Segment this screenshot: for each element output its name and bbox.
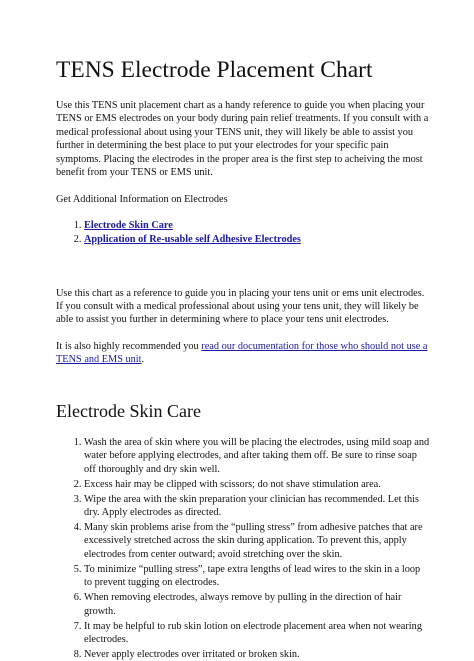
- list-item: 3. Wipe the area with the skin preparation your clinician has recommended. Let this dry. Apply electrodes as directed.: [84, 493, 430, 520]
- list-item: 2. Excess hair may be clipped with scissors; do not shave stimulation area.: [84, 478, 430, 491]
- section-heading-skin-care: Electrode Skin Care: [56, 400, 201, 421]
- list-item: 1. Wash the area of skin where you will be placing the electrodes, using mild soap and water before applying electrodes, and after taking them off. Be sure to rinse soap off thoroughly and dry skin well.: [84, 436, 430, 476]
- chart-reference-paragraph: Use this chart as a reference to guide you in placing your tens unit or ems unit electrodes. If you consult with a medical professional about using your tens unit, they will likely be able to assist you further in determining where to place your tens unit electrodes.: [56, 287, 425, 326]
- recommend-suffix: .: [141, 354, 145, 366]
- recommendation-paragraph: [56, 340, 430, 367]
- list-item: 6. When removing electrodes, always remove by pulling in the direction of hair growth.: [84, 591, 430, 618]
- link-contraindications-doc[interactable]: read our documentation for those who should not use a TENS and EMS unit: [56, 340, 428, 366]
- list-item: [84, 233, 430, 246]
- list-item: 8. Never apply electrodes over irritated or broken skin.: [84, 648, 430, 661]
- electrode-info-links: [56, 219, 430, 247]
- list-item: 7. It may be helpful to rub skin lotion on electrode placement area when not wearing electrodes.: [84, 620, 430, 647]
- recommend-prefix: It is also highly recommended you: [56, 340, 202, 352]
- link-reusable-electrodes[interactable]: Application of Re-usable self Adhesive Electrodes: [84, 234, 301, 246]
- additional-info-heading: Get Additional Information on Electrodes: [56, 194, 228, 206]
- page-title: TENS Electrode Placement Chart: [56, 57, 373, 83]
- list-item: [84, 219, 430, 232]
- link-electrode-skin-care[interactable]: Electrode Skin Care: [84, 219, 173, 231]
- skin-care-list: [56, 436, 430, 661]
- intro-paragraph: Use this TENS unit placement chart as a handy reference to guide you when placing your TENS or EMS electrodes on your body during pain relief treatments. If you consult with a medical professional about using your TENS unit, they will likely be able to assist you further in determining the best place to put your electrodes for your specific pain symptoms. Placing the electrodes in the proper area is the first step to acheiving the most benefit from your TENS or EMS unit.: [56, 100, 429, 179]
- list-item: 4. Many skin problems arise from the “pulling stress” from adhesive patches that are excessively stretched across the skin during application. To prevent this, apply electrodes from center outward; avoid stretching over the skin.: [84, 521, 430, 561]
- list-item: 5. To minimize “pulling stress”, tape extra lengths of lead wires to the skin in a loop to prevent tugging on electrodes.: [84, 563, 430, 590]
